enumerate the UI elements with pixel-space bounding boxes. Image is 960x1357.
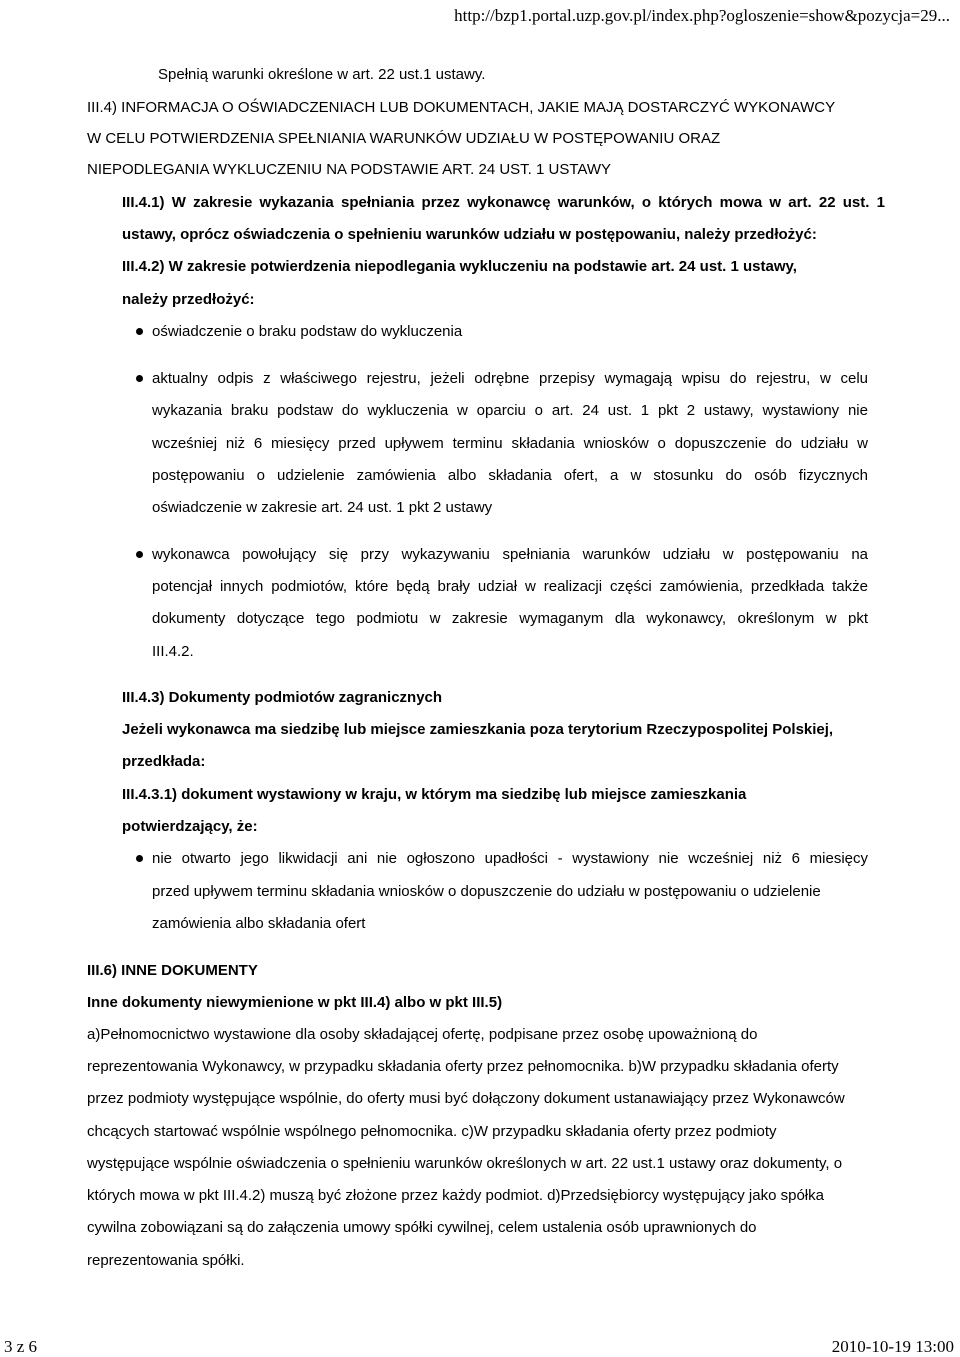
- section-6-line7: cywilna zobowiązani są do załączenia umowy spółki cywilnej, celem ustalenia osób uprawnionych do: [87, 1219, 757, 1236]
- list-item-continuation: zamówienia albo składania ofert: [152, 915, 366, 932]
- list-item-continuation: wykazania braku podstaw do wykluczenia w oparciu o art. 24 ust. 1 pkt 2 ustawy, wystawiony nie: [152, 402, 868, 419]
- subsection-4-3-line2: przedkłada:: [122, 753, 206, 770]
- list-item: wykonawca powołujący się przy wykazywaniu spełniania warunków udziału w postępowaniu na: [152, 546, 868, 563]
- section-6-line2: reprezentowania Wykonawcy, w przypadku składania oferty przez pełnomocnika. b)W przypadku składania oferty: [87, 1058, 839, 1075]
- list-item-continuation: potencjał innych podmiotów, które będą brały udział w realizacji części zamówienia, przedkłada także: [152, 578, 868, 595]
- list-item-continuation: przed upływem terminu składania wniosków o dopuszczenie do udziału w postępowaniu o udzielenie: [152, 883, 821, 900]
- bullet-icon: [136, 328, 143, 335]
- section-6-line1: a)Pełnomocnictwo wystawione dla osoby składającej ofertę, podpisane przez osobę upoważnioną do: [87, 1026, 758, 1043]
- section-6-line3: przez podmioty występujące wspólnie, do oferty musi być dołączony dokument ustanawiający przez Wykonawców: [87, 1090, 845, 1107]
- list-item-continuation: dokumenty dotyczące tego podmiotu w zakresie wymaganym dla wykonawcy, określonym w pkt: [152, 610, 868, 627]
- subsection-4-2-line2: należy przedłożyć:: [122, 291, 255, 308]
- section-6-heading: III.6) INNE DOKUMENTY: [87, 962, 258, 979]
- subsection-4-1-line2: ustawy, oprócz oświadczenia o spełnieniu warunków udziału w postępowaniu, należy przedłożyć:: [122, 226, 817, 243]
- print-datetime: 2010-10-19 13:00: [831, 1337, 954, 1356]
- list-item: oświadczenie o braku podstaw do wykluczenia: [152, 323, 463, 340]
- subsection-4-3-heading: III.4.3) Dokumenty podmiotów zagranicznych: [122, 689, 443, 706]
- bullet-icon: [136, 855, 143, 862]
- section-heading-line1: III.4) INFORMACJA O OŚWIADCZENIACH LUB DOKUMENTACH, JAKIE MAJĄ DOSTARCZYĆ WYKONAWCY: [87, 99, 836, 116]
- section-heading-line2: W CELU POTWIERDZENIA SPEŁNIANIA WARUNKÓW UDZIAŁU W POSTĘPOWANIU ORAZ: [87, 130, 721, 147]
- bullet-icon: [136, 375, 143, 382]
- bullet-icon: [136, 551, 143, 558]
- subsection-4-3-1-line1: III.4.3.1) dokument wystawiony w kraju, w którym ma siedzibę lub miejsce zamieszkania: [122, 786, 747, 803]
- subsection-4-3-1-line2: potwierdzający, że:: [122, 818, 258, 835]
- section-6-subheading: Inne dokumenty niewymienione w pkt III.4) albo w pkt III.5): [87, 994, 503, 1011]
- subsection-4-1-line1: III.4.1) W zakresie wykazania spełniania przez wykonawcę warunków, o których mowa w art. 22 ust. 1: [122, 194, 885, 211]
- section-6-line8: reprezentowania spółki.: [87, 1252, 245, 1269]
- list-item: nie otwarto jego likwidacji ani nie ogłoszono upadłości - wystawiony nie wcześniej niż 6 miesięcy: [152, 850, 868, 867]
- page-number: 3 z 6: [4, 1337, 38, 1356]
- section-6-line6: których mowa w pkt III.4.2) muszą być złożone przez każdy podmiot. d)Przedsiębiorcy występujący jako spółka: [87, 1187, 824, 1204]
- list-item-continuation: postępowaniu o udzielenie zamówienia albo składania ofert, a w stosunku do osób fizycznych: [152, 467, 868, 484]
- subsection-4-2-line1: III.4.2) W zakresie potwierdzenia niepodlegania wykluczeniu na podstawie art. 24 ust. 1 ustawy,: [122, 258, 797, 275]
- section-6-line5: występujące wspólnie oświadczenia o spełnieniu warunków określonych w art. 22 ust.1 ustawy oraz dokumenty, o: [87, 1155, 843, 1172]
- section-6-line4: chcących startować wspólnie wspólnego pełnomocnika. c)W przypadku składania oferty przez podmioty: [87, 1123, 777, 1140]
- intro-text: Spełnią warunki określone w art. 22 ust.1 ustawy.: [158, 66, 486, 83]
- list-item-continuation: III.4.2.: [152, 643, 194, 660]
- list-item-continuation: oświadczenie w zakresie art. 24 ust. 1 pkt 2 ustawy: [152, 499, 493, 516]
- section-heading-line3: NIEPODLEGANIA WYKLUCZENIU NA PODSTAWIE ART. 24 UST. 1 USTAWY: [87, 161, 612, 178]
- subsection-4-3-line1: Jeżeli wykonawca ma siedzibę lub miejsce zamieszkania poza terytorium Rzeczypospolitej Polskiej,: [122, 721, 834, 738]
- list-item: aktualny odpis z właściwego rejestru, jeżeli odrębne przepisy wymagają wpisu do rejestru, w celu: [152, 370, 868, 387]
- header-url: http://bzp1.portal.uzp.gov.pl/index.php?ogloszenie=show&pozycja=29...: [454, 6, 950, 25]
- list-item-continuation: wcześniej niż 6 miesięcy przed upływem terminu składania wniosków o dopuszczenie do udziału w: [152, 435, 868, 452]
